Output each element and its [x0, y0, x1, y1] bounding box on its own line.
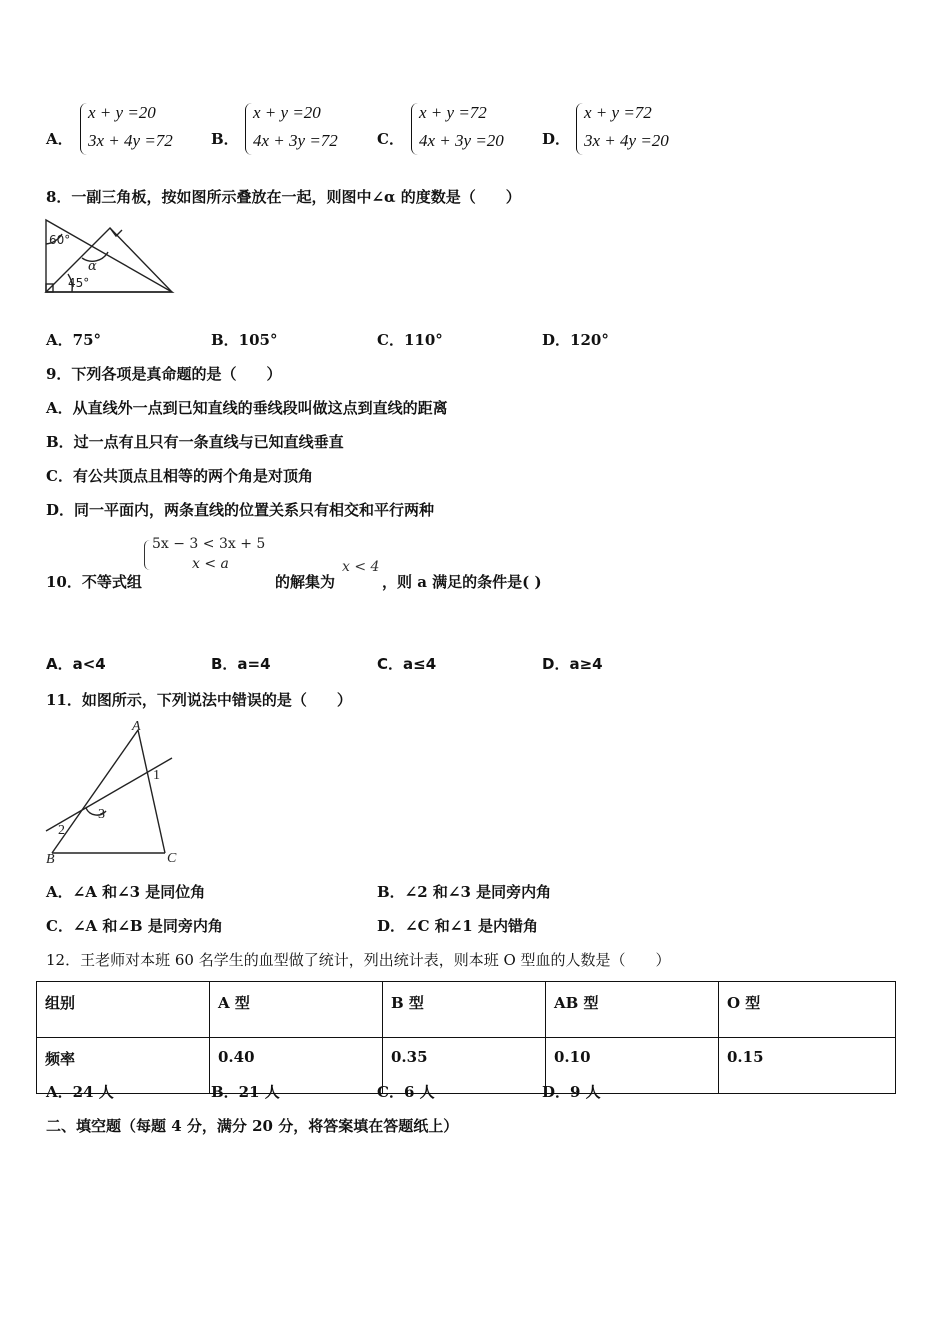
- q11-stem: 11．如图所示，下列说法中错误的是（ ）: [46, 691, 352, 709]
- q8-stem: 8．一副三角板，按如图所示叠放在一起，则图中∠α 的度数是（ ）: [46, 188, 521, 206]
- q11-option-b: B．∠2 和∠3 是同旁内角: [377, 883, 552, 901]
- q8-option-d: D．120°: [542, 331, 609, 349]
- vertex-b-label: B: [46, 852, 55, 867]
- angle-1-label: 1: [153, 768, 160, 783]
- q12-stem: 12．王老师对本班 60 名学生的血型做了统计，列出统计表，则本班 O 型血的人数是（ ）: [46, 951, 671, 969]
- q10-system-line1: 5x − 3 < 3x + 5: [152, 536, 266, 552]
- equation-line: x + y =72: [419, 103, 487, 122]
- q11-option-c: C．∠A 和∠B 是同旁内角: [46, 917, 223, 935]
- q12-option-b: B．21 人: [211, 1083, 280, 1101]
- table-header-cell: A 型: [210, 982, 383, 1038]
- table-cell: 频率: [37, 1038, 210, 1094]
- angle-60-label: 60°: [49, 233, 71, 247]
- blood-type-table: [36, 981, 896, 1094]
- table-header-cell: O 型: [719, 982, 896, 1038]
- q7-option-a-label: A．: [46, 130, 73, 148]
- equation-line: 4x + 3y =20: [419, 131, 504, 150]
- table-cell: 0.10: [546, 1038, 719, 1094]
- q10-option-d: D．a≥4: [542, 655, 603, 673]
- angle-3-label: 3: [98, 807, 105, 822]
- q11-option-a: A．∠A 和∠3 是同位角: [46, 883, 206, 901]
- equation-line: 3x + 4y =20: [584, 131, 669, 150]
- table-header-cell: B 型: [383, 982, 546, 1038]
- table-row: [37, 1038, 896, 1094]
- q10-option-c: C．a≤4: [377, 655, 437, 673]
- table-header-cell: 组别: [37, 982, 210, 1038]
- q10-middle: 的解集为: [275, 573, 336, 591]
- q10-system: [144, 536, 274, 576]
- q12-option-a: A．24 人: [46, 1083, 114, 1101]
- q9-option-a: A．从直线外一点到已知直线的垂线段叫做这点到直线的距离: [46, 399, 448, 417]
- q10-system-line2: x < a: [192, 556, 229, 572]
- q7-option-d-label: D．: [542, 130, 571, 148]
- angle-alpha-label: α: [88, 259, 97, 274]
- section-2-heading: 二、填空题（每题 4 分，满分 20 分，将答案填在答题纸上）: [46, 1117, 459, 1135]
- q11-figure: [40, 716, 190, 868]
- angle-45-label: 45°: [68, 276, 90, 290]
- q12-option-c: C．6 人: [377, 1083, 435, 1101]
- q8-figure: [42, 214, 176, 298]
- q12-option-d: D．9 人: [542, 1083, 601, 1101]
- q10-suffix: ，则 a 满足的条件是( ): [382, 573, 542, 591]
- q9-option-b: B．过一点有且只有一条直线与已知直线垂直: [46, 433, 344, 451]
- q7-option-b-label: B．: [211, 130, 239, 148]
- table-header-cell: AB 型: [546, 982, 719, 1038]
- side-ac: [138, 730, 165, 853]
- q9-stem: 9．下列各项是真命题的是（ ）: [46, 365, 282, 383]
- q8-option-c: C．110°: [377, 331, 443, 349]
- equation-line: x + y =20: [253, 103, 321, 122]
- equation-line: 3x + 4y =72: [88, 131, 173, 150]
- q10-solution: x < 4: [342, 559, 380, 575]
- q8-option-b: B．105°: [211, 331, 278, 349]
- table-cell: 0.35: [383, 1038, 546, 1094]
- equation-line: 4x + 3y =72: [253, 131, 338, 150]
- q11-option-d: D．∠C 和∠1 是内错角: [377, 917, 538, 935]
- q9-option-c: C．有公共顶点且相等的两个角是对顶角: [46, 467, 313, 485]
- q7-option-c-label: C．: [377, 130, 404, 148]
- table-cell: 0.40: [210, 1038, 383, 1094]
- vertex-a-label: A: [132, 719, 141, 734]
- equation-line: x + y =72: [584, 103, 652, 122]
- q9-option-d: D．同一平面内，两条直线的位置关系只有相交和平行两种: [46, 501, 435, 519]
- q8-option-a: A．75°: [46, 331, 102, 349]
- vertex-c-label: C: [167, 851, 177, 866]
- q10-option-a: A．a<4: [46, 655, 106, 673]
- triangle-30-60: [46, 220, 172, 292]
- q10-prefix: 10．不等式组: [46, 573, 142, 591]
- angle-2-label: 2: [58, 823, 65, 838]
- q10-option-b: B．a=4: [211, 655, 271, 673]
- table-row: [37, 982, 896, 1038]
- equation-line: x + y =20: [88, 103, 156, 122]
- table-cell: 0.15: [719, 1038, 896, 1094]
